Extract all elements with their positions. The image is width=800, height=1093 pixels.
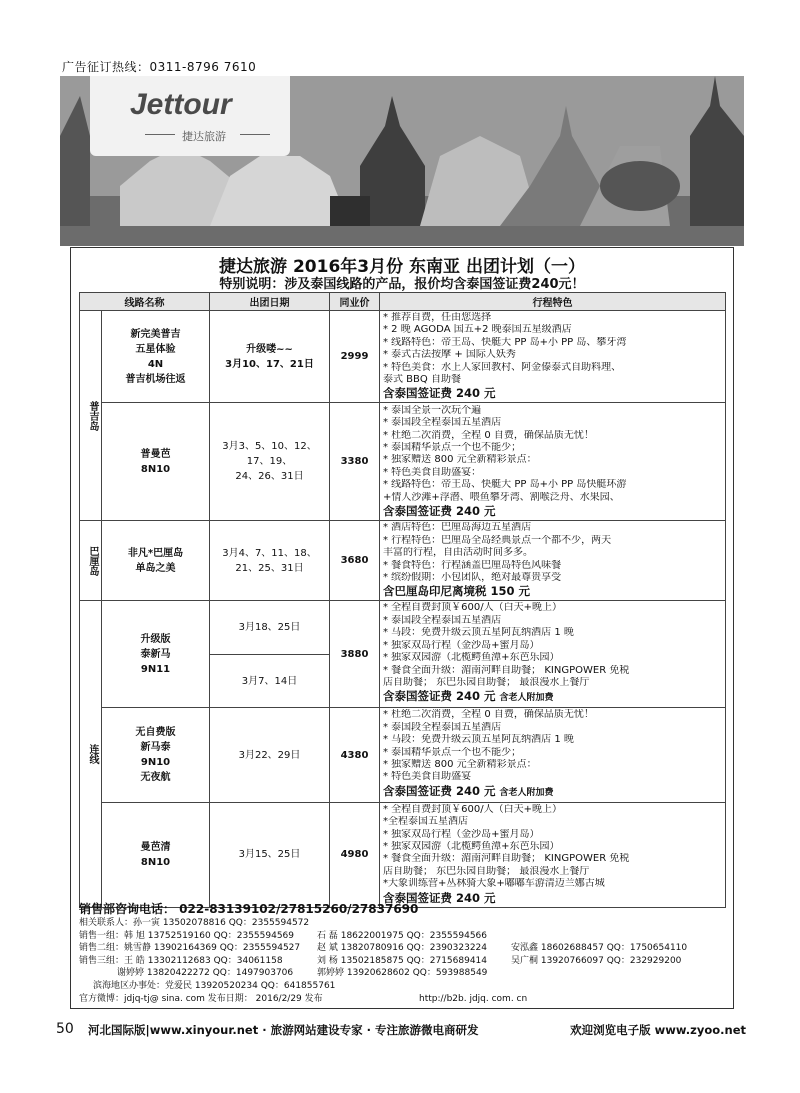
contact-row: 谢婷婷 13820422272 QQ：1497903706 郭婷婷 13920628602 QQ：593988549 (117, 968, 488, 979)
page-number: 50 (56, 1021, 74, 1037)
departure-dates: 3月18、25日 (210, 601, 330, 654)
contact-row: 相关联系人：孙一寅 13502078816 QQ：2355594572 (79, 918, 310, 928)
trade-price: 4980 (330, 802, 380, 907)
departure-dates: 3月4、7、11、18、 21、25、31日 (210, 521, 330, 601)
senior-surcharge-note: 含老人附加费 (499, 693, 554, 704)
jettour-logo (90, 76, 290, 156)
visa-fee-note: 含泰国签证费 240 元 含老人附加费 (383, 689, 554, 704)
header-features: 行程特色 (380, 293, 726, 311)
itinerary-features: * 全程自费封顶￥600/人（白天+晚上） *全程泰国五星酒店 * 独家双岛行程（金沙岛+蜜月岛） * 独家双园游（北榄鳄鱼潭+东芭乐园） * 餐食全面升级：湄南河畔自助餐； KINGPOWER 免税 店自助餐； 东巴乐园自助餐； 最浪漫水上餐厅 *大象训练营+丛林骑大象+嘟嘟车游清迈兰娜古城 含泰国签证费 240 元 (380, 802, 726, 907)
sales-hotline: 销售部咨询电话： 022-83139102/27815260/27837690 (79, 902, 419, 916)
departure-dates: 升级喽~~ 3月10、17、21日 (210, 311, 330, 403)
contact-row: 销售一组：韩 旭 13752519160 QQ：2355594569 石 磊 18622001975 QQ：2355594566 (79, 930, 487, 941)
departure-tax-note: 含巴厘岛印尼离境税 150 元 (383, 584, 531, 599)
logo-wordmark: Jettour (130, 88, 232, 121)
region-combo: 连线 (80, 601, 102, 907)
departure-dates: 3月7、14日 (210, 654, 330, 707)
temple-banner (60, 76, 744, 246)
table-row (80, 802, 726, 907)
tour-plan-panel (70, 247, 734, 1009)
contact-row: 销售三组：王 皓 13302112683 QQ：34061158 刘 杨 13502185875 QQ：2715689414 吴广桐 13920766097 QQ：232929200 (79, 955, 682, 966)
region-phuket: 普吉岛 (80, 311, 102, 521)
visa-fee-note: 含泰国签证费 240 元 (383, 890, 496, 905)
contact-row: 销售二组：姚雪静 13902164369 QQ：2355594527 赵 斌 13820780916 QQ：2390323224 安泓鑫 18602688457 QQ：1750654110 (79, 943, 688, 954)
header-dates: 出团日期 (210, 293, 330, 311)
visa-fee-note: 含泰国签证费 240 元 (383, 504, 496, 519)
special-note: 特别说明：涉及泰国线路的产品，报价均含泰国签证费240元！ (219, 277, 585, 292)
visa-fee-note: 含泰国签证费 240 元 含老人附加费 (383, 783, 554, 798)
footer-publisher[interactable]: 河北国际版|www.xinyour.net · 旅游网站建设专家 · 专注旅游微电商研发 (88, 1023, 479, 1037)
route-name: 新完美普吉 五星体验 4N 普吉机场往返 (102, 311, 210, 403)
header-price: 同业价 (330, 293, 380, 311)
logo-rule-left (145, 134, 175, 135)
region-bali: 巴厘岛 (80, 521, 102, 601)
departure-dates: 3月15、25日 (210, 802, 330, 907)
logo-subtitle: 捷达旅游 (182, 130, 226, 143)
departure-dates: 3月22、29日 (210, 708, 330, 802)
table-row (80, 403, 726, 521)
trade-price: 3680 (330, 521, 380, 601)
trade-price: 4380 (330, 708, 380, 802)
footer-ebook-link[interactable]: 欢迎浏览电子版 www.zyoo.net (570, 1023, 746, 1037)
trade-price: 3880 (330, 601, 380, 708)
route-name: 升级版 泰新马 9N11 (102, 601, 210, 708)
page-title: 捷达旅游 2016年3月份 东南亚 出团计划（一） (219, 257, 585, 277)
visa-fee-note: 含泰国签证费 240 元 (383, 386, 496, 401)
itinerary-features: * 全程自费封顶￥600/人（白天+晚上） * 泰国段全程泰国五星酒店 * 马段：免费升级云顶五星阿瓦纳酒店 1 晚 * 独家双岛行程（金沙岛+蜜月岛） * 独家双园游（北榄鳄鱼潭+东芭乐园） * 餐食全面升级：湄南河畔自助餐； KINGPOWER 免税 店自助餐； 东巴乐园自助餐； 最浪漫水上餐厅 含泰国签证费 240 元 含老人附加费 (380, 601, 726, 708)
route-name: 无自费版 新马泰 9N10 无夜航 (102, 708, 210, 802)
table-row (80, 708, 726, 802)
header-route: 线路名称 (80, 293, 210, 311)
contact-row: 官方微博：jdjq-tj@ sina. com 发布日期： 2016/2/29 发布 http://b2b. jdjq. com. cn (79, 993, 528, 1004)
route-name: 非凡*巴厘岛 单岛之美 (102, 521, 210, 601)
table-header-row (80, 293, 726, 311)
itinerary-features: * 酒店特色：巴厘岛海边五星酒店 * 行程特色：巴厘岛全岛经典景点一个都不少，两天 丰富的行程，自由活动时间多多。 * 餐食特色：行程涵盖巴厘岛特色风味餐 * 缤纷假期：小包团队，绝对最尊贵享受 含巴厘岛印尼离境税 150 元 (380, 521, 726, 601)
tour-schedule-table (79, 292, 726, 908)
table-row (80, 521, 726, 601)
route-name: 普曼芭 8N10 (102, 403, 210, 521)
table-row (80, 311, 726, 403)
logo-rule-right (240, 134, 270, 135)
itinerary-features: * 推荐自费，任由您选择 * 2 晚 AGODA 国五+2 晚泰国五星级酒店 * 线路特色：帝王岛、快艇大 PP 岛+小 PP 岛、攀牙湾 * 泰式古法按摩 + 国际人妖秀 * 特色美食：水上人家回教村、阿金傣泰式自助料理、 泰式 BBQ 自助餐 含泰国签证费 240 元 (380, 311, 726, 403)
itinerary-features: * 杜绝二次消费，全程 0 自费，确保品质无忧！ * 泰国段全程泰国五星酒店 * 马段：免费升级云顶五星阿瓦纳酒店 1 晚 * 泰国精华景点一个也不能少； * 独家赠送 800 元全新精彩景点： * 特色美食自助盛宴 含泰国签证费 240 元 含老人附加费 (380, 708, 726, 802)
table-row (80, 601, 726, 654)
route-name: 曼芭清 8N10 (102, 802, 210, 907)
sales-contacts (79, 902, 725, 1005)
contact-row: 滨海地区办事处：党爱民 13920520234 QQ：641855761 (93, 980, 336, 991)
trade-price: 2999 (330, 311, 380, 403)
b2b-link[interactable]: http://b2b. jdjq. com. cn (419, 993, 528, 1004)
ad-hotline: 广告征订热线：0311-8796 7610 (62, 60, 257, 74)
senior-surcharge-note: 含老人附加费 (499, 787, 554, 798)
departure-dates: 3月3、5、10、12、17、19、 24、26、31日 (210, 403, 330, 521)
trade-price: 3380 (330, 403, 380, 521)
itinerary-features: * 泰国全景一次玩个遍 * 泰国段全程泰国五星酒店 * 杜绝二次消费，全程 0 自费，确保品质无忧！ * 泰国精华景点一个也不能少； * 独家赠送 800 元全新精彩景点： * 特色美食自助盛宴： * 线路特色：帝王岛、快艇大 PP 岛+小 PP 岛快艇环游 +情人沙滩+浮潜、喂鱼攀牙湾、割喉泛舟、水果园、 含泰国签证费 240 元 (380, 403, 726, 521)
